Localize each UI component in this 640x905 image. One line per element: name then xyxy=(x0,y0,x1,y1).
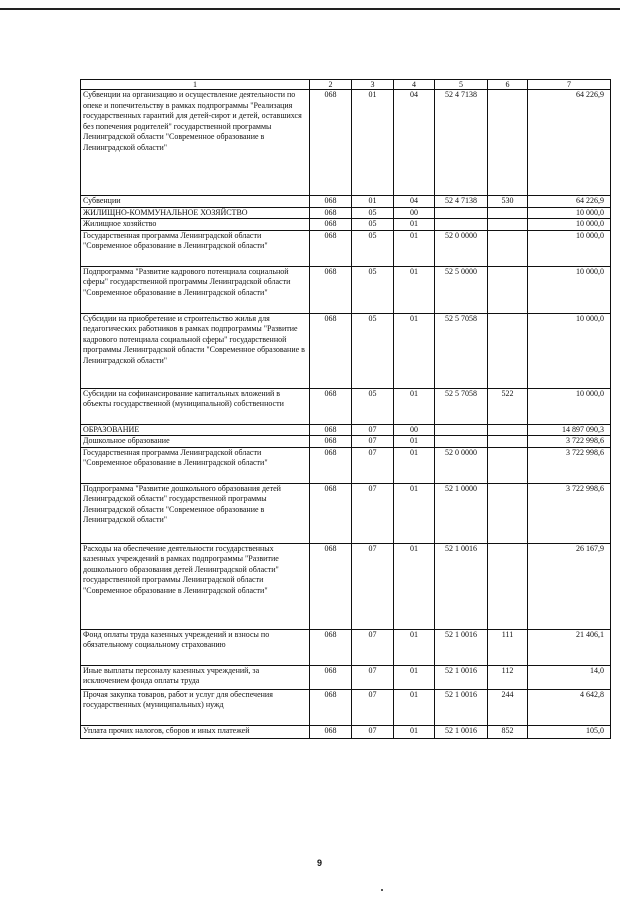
cell-target-article: 52 4 7138 xyxy=(435,90,488,196)
cell-target-article: 52 1 0016 xyxy=(435,543,488,629)
cell-section: 07 xyxy=(352,543,394,629)
cell-section: 01 xyxy=(352,196,394,208)
cell-target-article xyxy=(435,436,488,448)
column-header: 7 xyxy=(528,80,611,90)
cell-section: 07 xyxy=(352,629,394,665)
cell-description: Уплата прочих налогов, сборов и иных платежей xyxy=(81,725,310,738)
cell-subsection: 01 xyxy=(394,483,435,543)
cell-amount: 26 167,9 xyxy=(528,543,611,629)
column-header: 3 xyxy=(352,80,394,90)
cell-section: 07 xyxy=(352,665,394,689)
cell-target-article xyxy=(435,219,488,231)
cell-amount: 10 000,0 xyxy=(528,207,611,219)
cell-expense-type xyxy=(488,543,528,629)
cell-amount: 3 722 998,6 xyxy=(528,447,611,483)
table-row xyxy=(81,219,611,231)
cell-description: ОБРАЗОВАНИЕ xyxy=(81,424,310,436)
cell-ministry-code: 068 xyxy=(310,447,352,483)
cell-section: 05 xyxy=(352,230,394,266)
table-row xyxy=(81,689,611,725)
cell-ministry-code: 068 xyxy=(310,629,352,665)
page-number: 9 xyxy=(317,858,323,868)
cell-subsection: 01 xyxy=(394,388,435,424)
cell-target-article: 52 0 0000 xyxy=(435,447,488,483)
table-row xyxy=(81,424,611,436)
cell-amount: 10 000,0 xyxy=(528,230,611,266)
cell-expense-type xyxy=(488,219,528,231)
cell-section: 07 xyxy=(352,689,394,725)
table-row xyxy=(81,388,611,424)
cell-section: 05 xyxy=(352,207,394,219)
table-row xyxy=(81,629,611,665)
cell-target-article: 52 1 0016 xyxy=(435,665,488,689)
cell-description: Субвенции xyxy=(81,196,310,208)
cell-section: 05 xyxy=(352,219,394,231)
cell-ministry-code: 068 xyxy=(310,388,352,424)
cell-section: 07 xyxy=(352,436,394,448)
budget-table xyxy=(80,79,611,739)
cell-expense-type xyxy=(488,424,528,436)
table-row xyxy=(81,313,611,388)
cell-ministry-code: 068 xyxy=(310,689,352,725)
cell-subsection: 00 xyxy=(394,424,435,436)
cell-section: 05 xyxy=(352,388,394,424)
cell-target-article: 52 1 0016 xyxy=(435,629,488,665)
cell-description: Дошкольное образование xyxy=(81,436,310,448)
cell-ministry-code: 068 xyxy=(310,483,352,543)
cell-subsection: 01 xyxy=(394,266,435,313)
cell-ministry-code: 068 xyxy=(310,207,352,219)
cell-amount: 10 000,0 xyxy=(528,313,611,388)
cell-subsection: 01 xyxy=(394,665,435,689)
cell-description: Подпрограмма "Развитие дошкольного образования детей Ленинградской области" государственной программы Ленинградской области "Современное образование в Ленинградской области" xyxy=(81,483,310,543)
cell-ministry-code: 068 xyxy=(310,543,352,629)
cell-description: Иные выплаты персоналу казенных учреждений, за исключением фонда оплаты труда xyxy=(81,665,310,689)
cell-ministry-code: 068 xyxy=(310,230,352,266)
cell-ministry-code: 068 xyxy=(310,196,352,208)
cell-section: 07 xyxy=(352,725,394,738)
cell-expense-type: 522 xyxy=(488,388,528,424)
cell-subsection: 04 xyxy=(394,196,435,208)
cell-target-article: 52 1 0000 xyxy=(435,483,488,543)
cell-target-article: 52 5 7058 xyxy=(435,388,488,424)
scan-speck xyxy=(381,889,383,891)
cell-subsection: 00 xyxy=(394,207,435,219)
cell-subsection: 01 xyxy=(394,219,435,231)
cell-expense-type xyxy=(488,266,528,313)
table-row xyxy=(81,266,611,313)
cell-target-article xyxy=(435,424,488,436)
cell-target-article: 52 5 0000 xyxy=(435,266,488,313)
cell-section: 07 xyxy=(352,424,394,436)
cell-subsection: 01 xyxy=(394,689,435,725)
column-header: 5 xyxy=(435,80,488,90)
cell-amount: 4 642,8 xyxy=(528,689,611,725)
cell-ministry-code: 068 xyxy=(310,266,352,313)
table-row xyxy=(81,207,611,219)
cell-amount: 3 722 998,6 xyxy=(528,436,611,448)
cell-amount: 14,0 xyxy=(528,665,611,689)
cell-expense-type xyxy=(488,447,528,483)
cell-amount: 64 226,9 xyxy=(528,90,611,196)
cell-ministry-code: 068 xyxy=(310,436,352,448)
cell-description: Фонд оплаты труда казенных учреждений и взносы по обязательному социальному страхованию xyxy=(81,629,310,665)
cell-subsection: 01 xyxy=(394,436,435,448)
cell-amount: 64 226,9 xyxy=(528,196,611,208)
column-header: 2 xyxy=(310,80,352,90)
cell-expense-type xyxy=(488,90,528,196)
cell-description: Субсидии на софинансирование капитальных вложений в объекты государственной (муниципальной) собственности xyxy=(81,388,310,424)
cell-ministry-code: 068 xyxy=(310,725,352,738)
cell-description: Субсидии на приобретение и строительство жилья для педагогических работников в рамках подпрограммы "Развитие кадрового потенциала социальной сферы" государственной программы Ленинградской области "Современное образование в Ленинградской области" xyxy=(81,313,310,388)
cell-expense-type: 530 xyxy=(488,196,528,208)
cell-section: 01 xyxy=(352,90,394,196)
cell-ministry-code: 068 xyxy=(310,219,352,231)
cell-description: Государственная программа Ленинградской области "Современное образование в Ленинградской области" xyxy=(81,447,310,483)
table-row xyxy=(81,90,611,196)
column-header: 1 xyxy=(81,80,310,90)
cell-description: Субвенции на организацию и осуществление деятельности по опеке и попечительству в рамках подпрограммы "Реализация государственных гарантий для детей-сирот и детей, оставшихся без попечения родителей" государственной программы Ленинградской области "Современное образование в Ленинградской области" xyxy=(81,90,310,196)
cell-description: Подпрограмма "Развитие кадрового потенциала социальной сферы" государственной программы Ленинградской области "Современное образование в Ленинградской области" xyxy=(81,266,310,313)
table-row xyxy=(81,483,611,543)
cell-subsection: 01 xyxy=(394,629,435,665)
table-row xyxy=(81,230,611,266)
cell-expense-type: 112 xyxy=(488,665,528,689)
cell-description: Прочая закупка товаров, работ и услуг для обеспечения государственных (муниципальных) нужд xyxy=(81,689,310,725)
cell-amount: 10 000,0 xyxy=(528,266,611,313)
cell-subsection: 04 xyxy=(394,90,435,196)
cell-section: 05 xyxy=(352,266,394,313)
cell-amount: 14 897 090,3 xyxy=(528,424,611,436)
cell-subsection: 01 xyxy=(394,230,435,266)
table-row xyxy=(81,665,611,689)
cell-amount: 105,0 xyxy=(528,725,611,738)
cell-description: Расходы на обеспечение деятельности государственных казенных учреждений в рамках подпрограммы "Развитие дошкольного образования детей Ленинградской области" государственной программы Ленинградской области "Современное образование в Ленинградской области" xyxy=(81,543,310,629)
cell-description: Жилищное хозяйство xyxy=(81,219,310,231)
cell-description: ЖИЛИЩНО-КОММУНАЛЬНОЕ ХОЗЯЙСТВО xyxy=(81,207,310,219)
cell-description: Государственная программа Ленинградской области "Современное образование в Ленинградской области" xyxy=(81,230,310,266)
cell-target-article: 52 5 7058 xyxy=(435,313,488,388)
cell-section: 07 xyxy=(352,483,394,543)
cell-target-article: 52 1 0016 xyxy=(435,689,488,725)
cell-amount: 10 000,0 xyxy=(528,388,611,424)
table-row xyxy=(81,196,611,208)
cell-expense-type xyxy=(488,436,528,448)
table-row xyxy=(81,725,611,738)
cell-target-article: 52 0 0000 xyxy=(435,230,488,266)
table-row xyxy=(81,436,611,448)
cell-ministry-code: 068 xyxy=(310,665,352,689)
table-header-row xyxy=(81,80,611,90)
table-row xyxy=(81,543,611,629)
cell-expense-type xyxy=(488,483,528,543)
cell-expense-type xyxy=(488,207,528,219)
cell-section: 07 xyxy=(352,447,394,483)
cell-expense-type xyxy=(488,230,528,266)
cell-section: 05 xyxy=(352,313,394,388)
column-header: 4 xyxy=(394,80,435,90)
cell-subsection: 01 xyxy=(394,543,435,629)
cell-expense-type: 852 xyxy=(488,725,528,738)
cell-amount: 21 406,1 xyxy=(528,629,611,665)
cell-expense-type: 244 xyxy=(488,689,528,725)
cell-target-article: 52 4 7138 xyxy=(435,196,488,208)
cell-ministry-code: 068 xyxy=(310,313,352,388)
cell-ministry-code: 068 xyxy=(310,424,352,436)
cell-amount: 10 000,0 xyxy=(528,219,611,231)
cell-target-article: 52 1 0016 xyxy=(435,725,488,738)
cell-ministry-code: 068 xyxy=(310,90,352,196)
column-header: 6 xyxy=(488,80,528,90)
cell-expense-type xyxy=(488,313,528,388)
cell-expense-type: 111 xyxy=(488,629,528,665)
cell-target-article xyxy=(435,207,488,219)
cell-amount: 3 722 998,6 xyxy=(528,483,611,543)
table-row xyxy=(81,447,611,483)
cell-subsection: 01 xyxy=(394,313,435,388)
cell-subsection: 01 xyxy=(394,447,435,483)
top-rule xyxy=(0,8,620,10)
cell-subsection: 01 xyxy=(394,725,435,738)
